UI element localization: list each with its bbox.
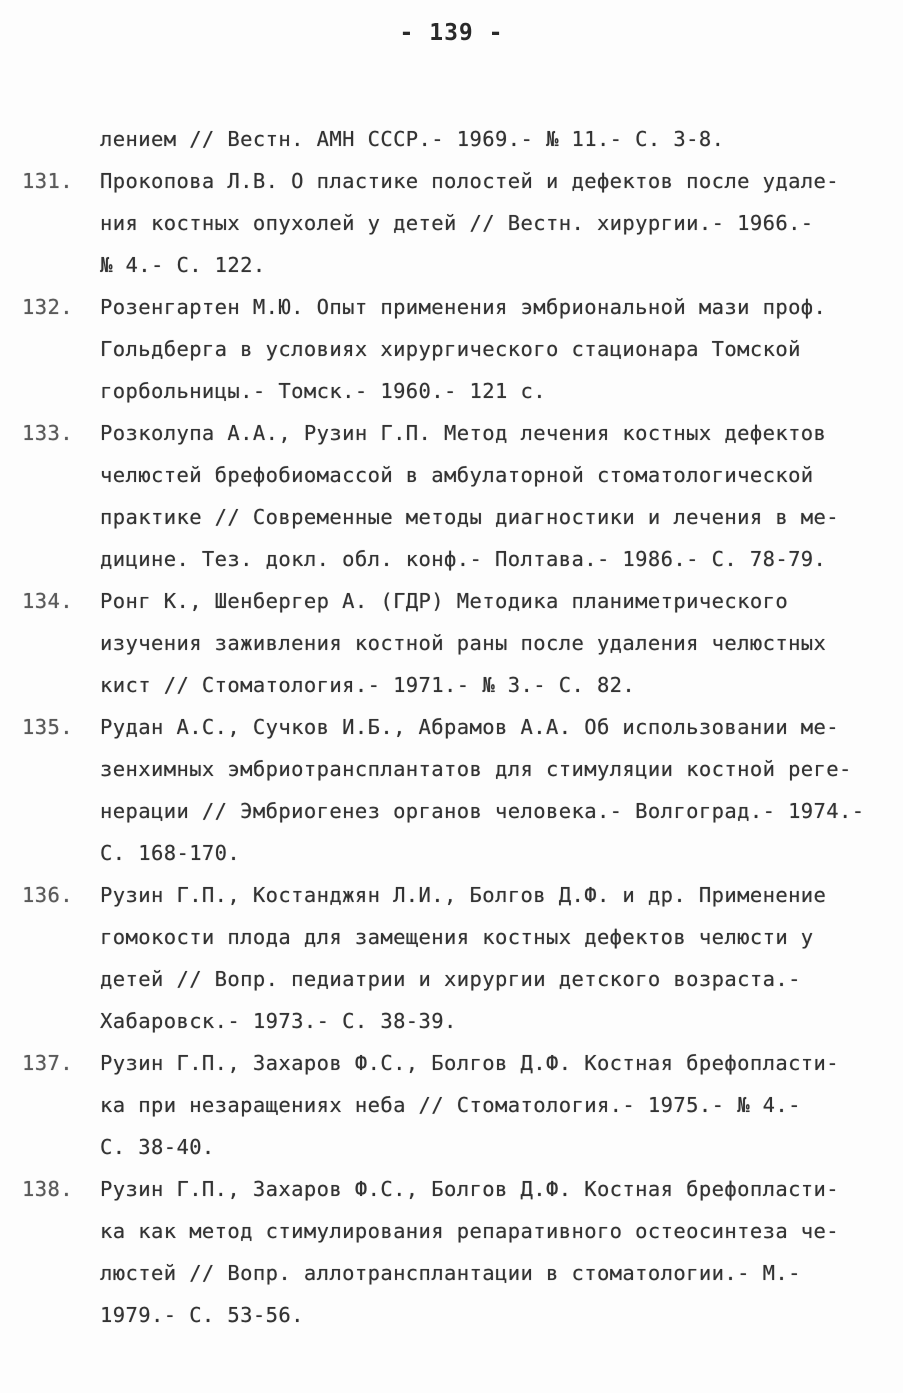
reference-number: 133.: [22, 421, 73, 445]
reference-line: [22, 1168, 882, 1210]
reference-text: Прокопова Л.В. О пластике полостей и дефектов после удале-: [100, 169, 840, 193]
reference-text: ка при незаращениях неба // Стоматология.- 1975.- № 4.-: [100, 1093, 801, 1117]
reference-text: Розенгартен М.Ю. Опыт применения эмбриональной мази проф.: [100, 295, 827, 319]
reference-line: [22, 874, 882, 916]
reference-line: [22, 244, 882, 286]
reference-number: 138.: [22, 1177, 73, 1201]
reference-text: Рузин Г.П., Костанджян Л.И., Болгов Д.Ф. и др. Применение: [100, 883, 827, 907]
reference-line: [22, 748, 882, 790]
reference-entry-132: [22, 286, 882, 412]
reference-text: ка как метод стимулирования репаративного остеосинтеза че-: [100, 1219, 840, 1243]
reference-line: [22, 664, 882, 706]
reference-list: [22, 118, 882, 1336]
reference-line: [22, 454, 882, 496]
reference-line: [22, 832, 882, 874]
reference-line: [22, 1084, 882, 1126]
reference-text: Хабаровск.- 1973.- С. 38-39.: [100, 1009, 457, 1033]
reference-text: Рузин Г.П., Захаров Ф.С., Болгов Д.Ф. Костная брефопласти-: [100, 1177, 840, 1201]
reference-text: дицине. Тез. докл. обл. конф.- Полтава.- 1986.- С. 78-79.: [100, 547, 827, 571]
reference-line: [22, 1000, 882, 1042]
reference-text: зенхимных эмбриотрансплантатов для стимуляции костной реге-: [100, 757, 852, 781]
reference-text: кист // Стоматология.- 1971.- № 3.- С. 82.: [100, 673, 636, 697]
reference-entry-138: [22, 1168, 882, 1336]
reference-text: С. 168-170.: [100, 841, 241, 865]
reference-text: 1979.- С. 53-56.: [100, 1303, 304, 1327]
reference-entry-131: [22, 160, 882, 286]
reference-text: челюстей брефобиомассой в амбулаторной стоматологической: [100, 463, 814, 487]
reference-line: [22, 1042, 882, 1084]
reference-line: [22, 160, 882, 202]
reference-line: [22, 1126, 882, 1168]
reference-text: ния костных опухолей у детей // Вестн. хирургии.- 1966.-: [100, 211, 814, 235]
reference-text: С. 38-40.: [100, 1135, 215, 1159]
reference-number: 136.: [22, 883, 73, 907]
reference-line: [22, 790, 882, 832]
reference-line: [22, 622, 882, 664]
reference-text: № 4.- С. 122.: [100, 253, 266, 277]
reference-entry-135: [22, 706, 882, 874]
reference-number: 135.: [22, 715, 73, 739]
reference-entry-137: [22, 1042, 882, 1168]
reference-text: детей // Вопр. педиатрии и хирургии детского возраста.-: [100, 967, 801, 991]
reference-line: [22, 958, 882, 1000]
reference-line: [22, 1294, 882, 1336]
reference-line: [22, 916, 882, 958]
reference-text: нерации // Эмбриогенез органов человека.- Волгоград.- 1974.-: [100, 799, 865, 823]
reference-line: [22, 538, 882, 580]
reference-line: [22, 1210, 882, 1252]
reference-line: [22, 118, 882, 160]
reference-text: гомокости плода для замещения костных дефектов челюсти у: [100, 925, 814, 949]
reference-text: Рудан А.С., Сучков И.Б., Абрамов А.А. Об использовании ме-: [100, 715, 840, 739]
reference-text: практике // Современные методы диагностики и лечения в ме-: [100, 505, 840, 529]
reference-number: 131.: [22, 169, 73, 193]
reference-number: 134.: [22, 589, 73, 613]
reference-number: 132.: [22, 295, 73, 319]
reference-text: горбольницы.- Томск.- 1960.- 121 с.: [100, 379, 546, 403]
reference-text: лением // Вестн. АМН СССР.- 1969.- № 11.- С. 3-8.: [100, 127, 725, 151]
reference-line: [22, 412, 882, 454]
reference-line: [22, 286, 882, 328]
reference-text: Розколупа А.А., Рузин Г.П. Метод лечения костных дефектов: [100, 421, 827, 445]
reference-line: [22, 328, 882, 370]
reference-line: [22, 706, 882, 748]
reference-text: Рузин Г.П., Захаров Ф.С., Болгов Д.Ф. Костная брефопласти-: [100, 1051, 840, 1075]
reference-line: [22, 580, 882, 622]
reference-line: [22, 202, 882, 244]
reference-entry-136: [22, 874, 882, 1042]
page-number: - 139 -: [399, 20, 504, 46]
reference-text: Ронг К., Шенбергер А. (ГДР) Методика планиметрического: [100, 589, 789, 613]
reference-line: [22, 496, 882, 538]
reference-line: [22, 370, 882, 412]
reference-entry-134: [22, 580, 882, 706]
reference-text: изучения заживления костной раны после удаления челюстных: [100, 631, 827, 655]
reference-text: Гольдберга в условиях хирургического стационара Томской: [100, 337, 801, 361]
reference-line: [22, 1252, 882, 1294]
continued-reference: [22, 118, 882, 160]
reference-number: 137.: [22, 1051, 73, 1075]
reference-entry-133: [22, 412, 882, 580]
reference-text: люстей // Вопр. аллотрансплантации в стоматологии.- М.-: [100, 1261, 801, 1285]
